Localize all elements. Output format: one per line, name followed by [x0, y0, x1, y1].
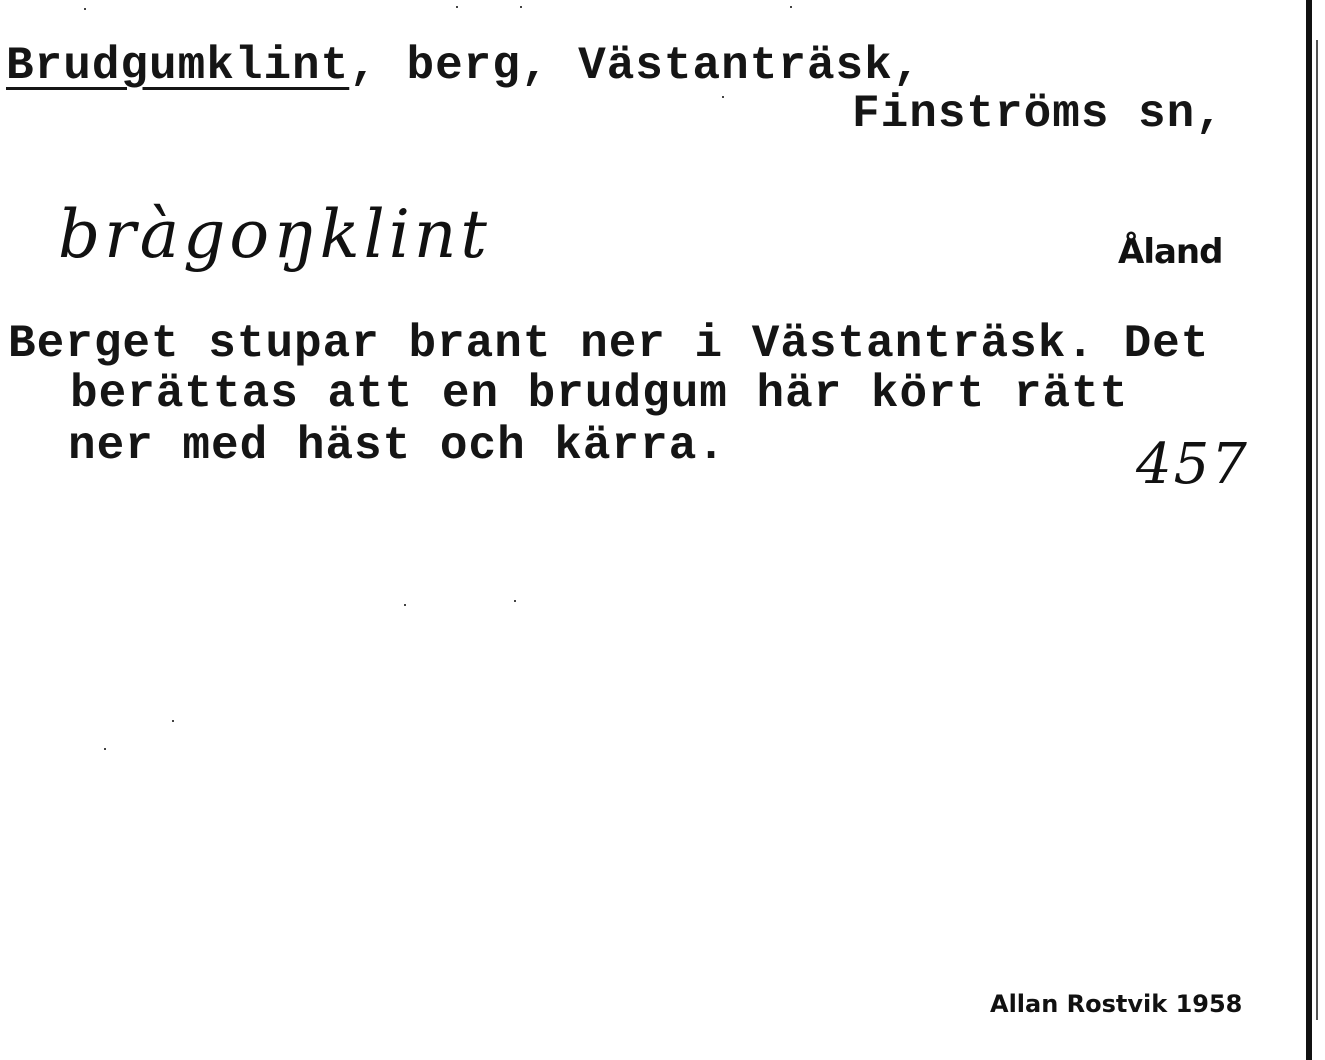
region-label: Åland: [1118, 232, 1223, 272]
phonetic-transcription: bràgoŋklint: [58, 196, 491, 273]
speck: [104, 748, 106, 750]
card-edge-shadow: [1306, 0, 1312, 1060]
card-edge-line: [1316, 40, 1318, 1020]
speck: [404, 604, 406, 606]
speck: [172, 720, 174, 722]
header-description: , berg, Västanträsk,: [349, 40, 922, 92]
header-line: [6, 40, 921, 92]
headword: Brudgumklint: [6, 40, 350, 92]
speck: [520, 6, 522, 8]
description-line-3: ner med häst och kärra.: [68, 420, 726, 472]
speck: [514, 600, 516, 602]
speck: [790, 6, 792, 8]
card-number: 457: [1136, 432, 1249, 497]
speck: [722, 96, 724, 98]
parish-name: Finströms sn,: [852, 88, 1224, 140]
description-line-1: Berget stupar brant ner i Västanträsk. Det: [8, 318, 1210, 370]
description-line-2: berättas att en brudgum här kört rätt: [70, 368, 1129, 420]
speck: [456, 6, 458, 8]
collector-signature: Allan Rostvik 1958: [990, 990, 1243, 1018]
speck: [84, 8, 86, 10]
